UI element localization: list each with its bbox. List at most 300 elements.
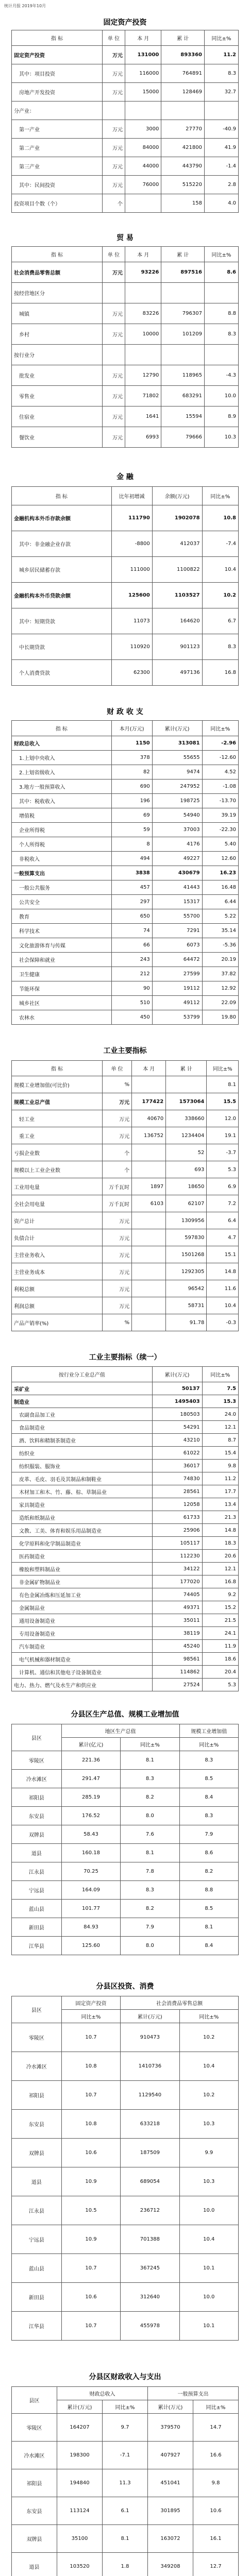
cell-value: 万元 xyxy=(103,176,125,194)
row-label: 电气机械和器材制造业 xyxy=(12,1653,153,1666)
cell-value: 74405 xyxy=(152,1588,202,1601)
county-fiscal-title: 分县区财政收入与支出 xyxy=(89,2373,161,2381)
cell-value: 11.6 xyxy=(207,1280,239,1297)
row-label: 农林水 xyxy=(12,1010,112,1025)
table-row xyxy=(12,2553,239,2576)
cell-value: 8.3 xyxy=(121,1770,179,1788)
cell-value: 494 xyxy=(111,852,152,866)
table-row xyxy=(12,1408,239,1421)
cell-value: 8.1 xyxy=(179,1918,238,1937)
cell-value: 16.48 xyxy=(202,880,238,895)
cell-value xyxy=(103,283,125,303)
cell-value: 59 xyxy=(111,823,152,837)
row-label: 木材加工和木、竹、藤、棕、草制品业 xyxy=(12,1485,153,1498)
cell-value: -12.60 xyxy=(202,751,238,765)
cell-value: 897516 xyxy=(161,262,205,283)
cell-value: 82 xyxy=(111,765,152,779)
cell-value: 万元 xyxy=(103,303,125,324)
cell-value: -0.3 xyxy=(207,1314,239,1331)
cell-value: 15.4 xyxy=(202,1447,238,1460)
cell-value: 15.3 xyxy=(202,1395,238,1408)
cell-value xyxy=(204,101,238,120)
table-row xyxy=(12,1575,239,1588)
cell-value xyxy=(125,194,161,213)
table-row xyxy=(12,2167,239,2196)
cell-value: 35100 xyxy=(57,2525,103,2553)
table-row xyxy=(12,938,239,953)
cell-value: 万元 xyxy=(103,1297,132,1314)
cell-value: 16.8 xyxy=(202,1575,238,1588)
cell-value: 62300 xyxy=(111,660,152,686)
row-label: 文教、工美、体育和娱乐用品制造业 xyxy=(12,1524,153,1537)
cell-value xyxy=(132,1246,166,1263)
cell-value: 91.78 xyxy=(166,1314,207,1331)
cell-value: 39.19 xyxy=(202,808,238,823)
cell-value: 5.40 xyxy=(202,837,238,852)
cell-value: 15594 xyxy=(161,406,205,427)
row-label: 江华县 xyxy=(12,2312,62,2341)
row-label: 采矿业 xyxy=(12,1382,153,1395)
cell-value: 1573064 xyxy=(166,1093,207,1110)
cell-value: 8.4 xyxy=(179,1788,238,1807)
cell-value: 4.52 xyxy=(202,765,238,779)
column-group-header: 地区生产总值 xyxy=(61,1724,179,1738)
cell-value: 个 xyxy=(103,194,125,213)
cell-value: 24.0 xyxy=(202,1408,238,1421)
table-row xyxy=(12,1588,239,1601)
row-label: 农副食品加工业 xyxy=(12,1408,153,1421)
row-label: 固定资产投资 xyxy=(12,46,103,64)
table-row xyxy=(12,2283,239,2312)
column-header: 余额(万元) xyxy=(152,487,202,505)
row-label: 3.地方一般预算收入 xyxy=(12,779,112,794)
cell-value: 15.5 xyxy=(207,1093,239,1110)
cell-value: 18650 xyxy=(166,1178,207,1195)
column-header: 指 标 xyxy=(12,487,112,505)
cell-value xyxy=(132,1212,166,1229)
cell-value: 8.0 xyxy=(121,1937,179,1955)
cell-value: 10.7 xyxy=(61,2254,120,2283)
cell-value: -1.08 xyxy=(202,779,238,794)
cell-value: 1501268 xyxy=(166,1246,207,1263)
row-label: 全社会用电量 xyxy=(12,1195,103,1212)
cell-value: 10.6 xyxy=(193,2497,239,2525)
table-row xyxy=(12,1511,239,1524)
fiscal-table xyxy=(11,720,239,1025)
cell-value: 901123 xyxy=(152,634,202,660)
cell-value: 5.22 xyxy=(202,909,238,924)
table-row xyxy=(12,139,239,157)
row-label: 教育 xyxy=(12,909,112,924)
table-row xyxy=(12,1195,239,1212)
cell-value: 633218 xyxy=(121,2110,179,2139)
cell-value: 20.4 xyxy=(202,1666,238,1679)
row-label: 乡村 xyxy=(12,324,103,345)
cell-value: 万元 xyxy=(103,365,125,386)
cell-value: 74 xyxy=(111,924,152,938)
cell-value: 1897 xyxy=(132,1178,166,1195)
industry-title: 工业主要指标 xyxy=(103,1047,147,1055)
column-header: 单 位 xyxy=(103,1061,132,1076)
cell-value: 万元 xyxy=(103,386,125,406)
cell-value: 38119 xyxy=(152,1627,202,1640)
row-label: 道县 xyxy=(12,2167,62,2196)
cell-value: 66 xyxy=(111,938,152,953)
table-row xyxy=(12,101,239,120)
cell-value: 103520 xyxy=(57,2553,103,2576)
cell-value: 10.2 xyxy=(202,583,238,608)
table-row xyxy=(12,837,239,852)
row-label: 非金属矿物制品业 xyxy=(12,1575,153,1588)
table-row xyxy=(12,1666,239,1679)
row-label: 化学原料和化学制品制造业 xyxy=(12,1537,153,1550)
county-gdp-title: 分县区生产总值、规模工业增加值 xyxy=(71,1710,179,1719)
table-row xyxy=(12,365,239,386)
cell-value: -22.30 xyxy=(202,823,238,837)
cell-value: 17.7 xyxy=(202,1485,238,1498)
cell-value: 54291 xyxy=(152,1421,202,1434)
cell-value: % xyxy=(103,1314,132,1331)
cell-value: 8.7 xyxy=(202,1434,238,1447)
cell-value xyxy=(132,1263,166,1280)
row-label: 纺织业 xyxy=(12,1447,153,1460)
table-row xyxy=(12,2139,239,2167)
row-label: 社会保障和就业 xyxy=(12,953,112,967)
cell-value: 35011 xyxy=(152,1614,202,1627)
row-label: 冷水滩区 xyxy=(12,2052,62,2081)
table-row xyxy=(12,634,239,660)
table-row xyxy=(12,1751,239,1770)
table-row xyxy=(12,386,239,406)
cell-value: 8.3 xyxy=(179,1751,238,1770)
cell-value: 6.7 xyxy=(202,608,238,634)
cell-value: 27524 xyxy=(152,1679,202,1691)
cell-value: 15.2 xyxy=(202,1601,238,1614)
cell-value: 650 xyxy=(111,909,152,924)
cell-value: 20.19 xyxy=(202,953,238,967)
cell-value: 83226 xyxy=(125,303,161,324)
cell-value: 8.6 xyxy=(204,262,238,283)
row-label: 非税收入 xyxy=(12,852,112,866)
cell-value: 6.4 xyxy=(207,1212,239,1229)
row-label: 负债合计 xyxy=(12,1229,103,1246)
table-row xyxy=(12,1770,239,1788)
cell-value: 378 xyxy=(111,751,152,765)
cell-value: 55700 xyxy=(152,909,202,924)
table-row xyxy=(12,1093,239,1110)
row-label: 一般公共服务 xyxy=(12,880,112,895)
column-header: 本月(万元) xyxy=(111,721,152,736)
row-label: 住宿业 xyxy=(12,406,103,427)
table-row xyxy=(12,660,239,686)
row-label: 其中：民间投资 xyxy=(12,176,103,194)
row-label: 产品产销率(%) xyxy=(12,1314,103,1331)
cell-value: 37.82 xyxy=(202,967,238,981)
row-label: 科学技术 xyxy=(12,924,112,938)
cell-value: 万元 xyxy=(103,1263,132,1280)
trade-title: 贸 易 xyxy=(116,234,134,242)
table-row xyxy=(12,1382,239,1395)
cell-value: 84000 xyxy=(125,139,161,157)
cell-value: 510 xyxy=(111,996,152,1010)
row-label: 规模以上工业企业数 xyxy=(12,1161,103,1178)
cell-value: 61733 xyxy=(152,1511,202,1524)
table-row xyxy=(12,1640,239,1653)
column-header: 本 月 xyxy=(125,247,161,262)
cell-value: 21.5 xyxy=(202,1614,238,1627)
row-label: 新田县 xyxy=(12,2283,62,2312)
cell-value: 14.8 xyxy=(202,1524,238,1537)
cell-value: 412037 xyxy=(152,531,202,557)
cell-value: -2.96 xyxy=(202,736,238,751)
cell-value: 8.3 xyxy=(204,64,238,83)
column-header: 同比±% xyxy=(103,2400,148,2414)
cell-value: 407927 xyxy=(148,2442,193,2469)
row-label: 酒、饮料和精制茶制造业 xyxy=(12,1434,153,1447)
row-label: 公共安全 xyxy=(12,895,112,909)
cell-value xyxy=(103,101,125,120)
row-label: 东安县 xyxy=(12,1807,62,1825)
row-label: 金融机构本外币贷款余额 xyxy=(12,583,112,608)
row-label: 蓝山县 xyxy=(12,1900,62,1918)
table-row xyxy=(12,1679,239,1691)
cell-value: -8800 xyxy=(111,531,152,557)
cell-value: 5.3 xyxy=(202,1679,238,1691)
cell-value: 41.9 xyxy=(204,139,238,157)
cell-value: 98561 xyxy=(152,1653,202,1666)
table-row xyxy=(12,1918,239,1937)
cell-value: 15.1 xyxy=(207,1246,239,1263)
table-row xyxy=(12,120,239,139)
cell-value: 14.7 xyxy=(193,2414,239,2442)
cell-value: 6073 xyxy=(152,938,202,953)
cell-value: 9.2 xyxy=(202,1588,238,1601)
cell-value: 19.80 xyxy=(202,1010,238,1025)
industry-sectors-table xyxy=(11,1366,239,1691)
row-label: 分产业： xyxy=(12,101,103,120)
cell-value: 457 xyxy=(111,880,152,895)
table-row xyxy=(12,531,239,557)
cell-value: 451041 xyxy=(148,2469,193,2497)
cell-value: 8.1 xyxy=(103,2525,148,2553)
row-label: 道县 xyxy=(12,1844,62,1862)
table-row xyxy=(12,194,239,213)
cell-value: 196 xyxy=(111,794,152,808)
cell-value: 689054 xyxy=(121,2167,179,2196)
row-label: 文化旅游体育与传媒 xyxy=(12,938,112,953)
cell-value: 万元 xyxy=(103,1229,132,1246)
table-row xyxy=(12,880,239,895)
cell-value: 55655 xyxy=(152,751,202,765)
industry-sectors-title: 工业主要指标（续一） xyxy=(89,1353,161,1362)
cell-value: 164620 xyxy=(152,608,202,634)
row-label: 一般预算支出 xyxy=(12,866,112,880)
table-row xyxy=(12,866,239,880)
row-label: 财政总收入 xyxy=(12,736,112,751)
cell-value: -5.36 xyxy=(202,938,238,953)
cell-value: 18.3 xyxy=(202,1537,238,1550)
table-row xyxy=(12,2052,239,2081)
table-body xyxy=(12,2414,239,2576)
cell-value: 6993 xyxy=(125,427,161,448)
cell-value: 61022 xyxy=(152,1447,202,1460)
column-header: 同比±% xyxy=(207,1061,239,1076)
cell-value: 19112 xyxy=(152,981,202,996)
cell-value: 18.6 xyxy=(202,1653,238,1666)
row-label: 造纸和纸制品业 xyxy=(12,1511,153,1524)
row-label: 主营业务成本 xyxy=(12,1263,103,1280)
cell-value: 4.7 xyxy=(207,1229,239,1246)
row-label: 个人所得税 xyxy=(12,837,112,852)
cell-value: 367245 xyxy=(121,2254,179,2283)
cell-value: 79666 xyxy=(161,427,205,448)
cell-value: 万千瓦时 xyxy=(103,1195,132,1212)
row-label: 第一产业 xyxy=(12,120,103,139)
cell-value: 3838 xyxy=(111,866,152,880)
cell-value: 万元 xyxy=(103,1246,132,1263)
table-body xyxy=(12,262,239,448)
cell-value: 9.9 xyxy=(179,2139,238,2167)
cell-value: 万千瓦时 xyxy=(103,1178,132,1195)
table-row xyxy=(12,1212,239,1229)
cell-value: 113124 xyxy=(57,2497,103,2525)
cell-value: 9.8 xyxy=(193,2469,239,2497)
table-row xyxy=(12,157,239,176)
table-row xyxy=(12,2254,239,2283)
cell-value: 41443 xyxy=(152,880,202,895)
cell-value: 10.9 xyxy=(61,2167,120,2196)
table-row xyxy=(12,1127,239,1144)
cell-value: 693 xyxy=(166,1161,207,1178)
cell-value: 497136 xyxy=(152,660,202,686)
cell-value: -3.7 xyxy=(207,1144,239,1161)
cell-value: 10.3 xyxy=(204,427,238,448)
cell-value: 177422 xyxy=(132,1093,166,1110)
cell-value: 49227 xyxy=(152,852,202,866)
cell-value: -7.4 xyxy=(202,531,238,557)
cell-value: 10.4 xyxy=(207,1297,239,1314)
cell-value: -1.4 xyxy=(204,157,238,176)
column-header: 累 计 xyxy=(161,247,205,262)
cell-value: 12.7 xyxy=(193,2553,239,2576)
cell-value: 万元 xyxy=(103,139,125,157)
table-body xyxy=(12,1076,239,1331)
table-row xyxy=(12,967,239,981)
county-fiscal-table xyxy=(11,2386,239,2576)
cell-value: 114862 xyxy=(152,1666,202,1679)
row-label: 东安县 xyxy=(12,2110,62,2139)
cell-value: 58.43 xyxy=(61,1825,120,1844)
cell-value: 8.9 xyxy=(204,406,238,427)
trade-table xyxy=(11,246,239,448)
table-row xyxy=(12,736,239,751)
cell-value: 7.6 xyxy=(121,1825,179,1844)
row-label: 宁远县 xyxy=(12,1881,62,1900)
cell-value: 8.1 xyxy=(207,1076,239,1093)
table-row xyxy=(12,1937,239,1955)
row-label: 城乡居民储蓄存款 xyxy=(12,557,112,583)
column-group-header: 财政总收入 xyxy=(57,2387,148,2400)
row-label: 通用设备制造业 xyxy=(12,1614,153,1627)
cell-value xyxy=(161,283,205,303)
cell-value: 136752 xyxy=(132,1127,166,1144)
cell-value: 291.47 xyxy=(61,1770,120,1788)
cell-value: 243 xyxy=(111,953,152,967)
table-row xyxy=(12,1178,239,1195)
column-group-header: 固定资产投资 xyxy=(61,1996,120,2010)
cell-value: 万元 xyxy=(103,406,125,427)
row-label: 道县 xyxy=(12,2553,57,2576)
cell-value: 53799 xyxy=(152,1010,202,1025)
row-label: 有色金属冶炼和压延加工业 xyxy=(12,1588,153,1601)
cell-value: 1234404 xyxy=(166,1127,207,1144)
row-label: 祁阳县 xyxy=(12,1788,62,1807)
table-row xyxy=(12,852,239,866)
cell-value: 455978 xyxy=(121,2312,179,2341)
table-row xyxy=(12,1246,239,1263)
table-row xyxy=(12,1263,239,1280)
cell-value: 247952 xyxy=(152,779,202,794)
header-row xyxy=(12,1061,239,1076)
row-label: 企业所得税 xyxy=(12,823,112,837)
row-label: 医药制造业 xyxy=(12,1550,153,1563)
row-label: 城镇 xyxy=(12,303,103,324)
table-row xyxy=(12,1460,239,1472)
table-row xyxy=(12,2023,239,2052)
cell-value: 52 xyxy=(166,1144,207,1161)
row-label: 零陵区 xyxy=(12,2023,62,2052)
row-label: 电力、热力、燃气及水生产和供应业 xyxy=(12,1679,153,1691)
row-label: 家具制造业 xyxy=(12,1498,153,1511)
cell-value: 597830 xyxy=(166,1229,207,1246)
row-label: 东安县 xyxy=(12,2497,57,2525)
cell-value: 8.3 xyxy=(121,1881,179,1900)
table-row xyxy=(12,324,239,345)
row-label: 增值税 xyxy=(12,808,112,823)
cell-value: 27599 xyxy=(152,967,202,981)
cell-value: 16.23 xyxy=(202,866,238,880)
table-row xyxy=(12,2414,239,2442)
cell-value: 297 xyxy=(111,895,152,909)
cell-value: 58731 xyxy=(166,1297,207,1314)
cell-value: 9.7 xyxy=(103,2414,148,2442)
cell-value: -40.9 xyxy=(204,120,238,139)
row-label: 节能环保 xyxy=(12,981,112,996)
row-label: 按经营地区分 xyxy=(12,283,103,303)
cell-value: -13.70 xyxy=(202,794,238,808)
row-label: 零陵区 xyxy=(12,1751,62,1770)
row-label: 利税总额 xyxy=(12,1280,103,1297)
row-label: 按行业分 xyxy=(12,345,103,365)
cell-value: 421800 xyxy=(161,139,205,157)
cell-value: 105117 xyxy=(152,1537,202,1550)
cell-value: 10.0 xyxy=(204,386,238,406)
cell-value: 25906 xyxy=(152,1524,202,1537)
column-header: 同比±% xyxy=(202,1367,238,1382)
table-row xyxy=(12,1563,239,1575)
cell-value: 万元 xyxy=(103,1212,132,1229)
cell-value: 36017 xyxy=(152,1460,202,1472)
cell-value: 10.3 xyxy=(179,2167,238,2196)
cell-value: 14.8 xyxy=(207,1263,239,1280)
row-label: 城乡社区 xyxy=(12,996,112,1010)
cell-value: 10.7 xyxy=(61,2081,120,2110)
cell-value: 1902078 xyxy=(152,505,202,531)
row-label: 轻工业 xyxy=(12,1110,103,1127)
cell-value: -7.1 xyxy=(103,2442,148,2469)
cell-value: 90 xyxy=(111,981,152,996)
cell-value: 12.1 xyxy=(202,1563,238,1575)
